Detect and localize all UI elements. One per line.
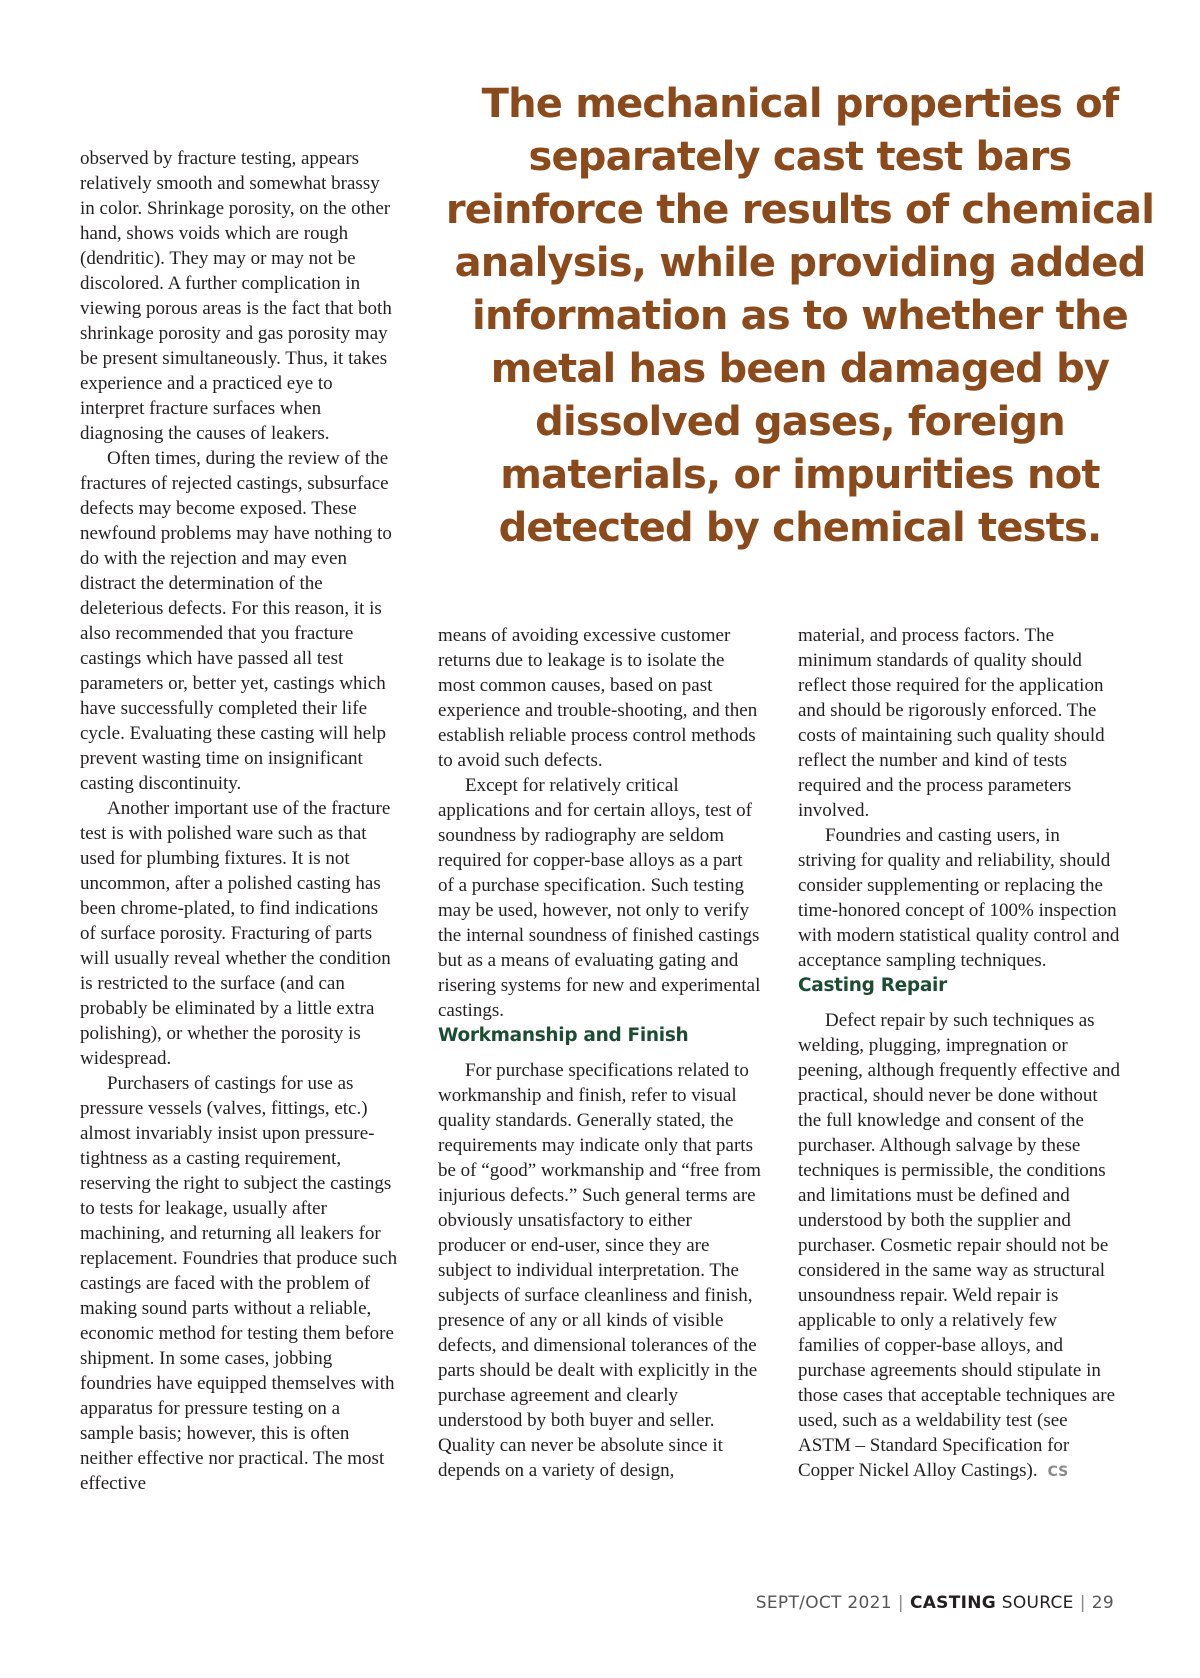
body-paragraph: Except for relatively critical applications and for certain alloys, test of soundness by radiography are seldom required for copper-base alloys as a part of a purchase specification. Such testing may be used, however, not only to verify the internal soundness of finished castings but as a means of evaluating gating and risering systems for new and experimental castings. — [438, 775, 761, 1021]
page-number: 29 — [1091, 1593, 1114, 1613]
body-paragraph: observed by fracture testing, appears relatively smooth and somewhat brassy in color. Shrinkage porosity, on the other hand, shows voids which are rough (dendritic). They may or may not be discolored. A further complication in viewing porous areas is the fact that both shrinkage porosity and gas porosity may be present simultaneously. Thus, it takes experience and a practiced eye to interpret fracture surfaces when diagnosing the causes of leakers. — [80, 148, 392, 444]
body-paragraph — [798, 1008, 1120, 1485]
body-paragraph: means of avoiding excessive customer returns due to leakage is to isolate the most common causes, based on past experience and trouble-shooting, and then establish reliable process control methods to avoid such defects. — [438, 625, 758, 771]
section-heading-casting-repair: Casting Repair — [798, 975, 947, 996]
pull-quote: The mechanical properties of separately cast test bars reinforce the results of chemical analysis, while providing added information as to whether the metal has been damaged by dissolved gases, foreign materials, or impurities not detected by chemical tests. — [445, 81, 1155, 551]
section-heading-workmanship: Workmanship and Finish — [438, 1025, 689, 1046]
footer-separator: | — [897, 1593, 904, 1613]
body-paragraph: Purchasers of castings for use as pressure vessels (valves, fittings, etc.) almost invariably insist upon pressure-tightness as a casting requirement, reserving the right to subject the castings to tests for leakage, usually after machining, and returning all leakers for replacement. Foundries that produce such castings are faced with the problem of making sound parts without a reliable, economic method for testing them before shipment. In some cases, jobbing foundries have equipped themselves with apparatus for pressure testing on a sample basis; however, this is often neither effective nor practical. The most effective — [80, 1073, 398, 1494]
issue-date: SEPT/OCT 2021 — [755, 1593, 892, 1613]
body-paragraph: Foundries and casting users, in striving for quality and reliability, should consider supplementing or replacing the time-honored concept of 100% inspection with modern statistical quality control and acceptance sampling techniques. — [798, 825, 1120, 971]
article-column-1 — [80, 146, 398, 1496]
body-paragraph: Another important use of the fracture test is with polished ware such as that used for plumbing fixtures. It is not uncommon, after a polished casting has been chrome-plated, to find indications of surface porosity. Fracturing of parts will usually reveal whether the condition is restricted to the surface (and can probably be eliminated by a little extra polishing), or whether the porosity is widespread. — [80, 798, 391, 1069]
body-paragraph: For purchase specifications related to workmanship and finish, refer to visual quality standards. Generally stated, the requirements may indicate only that parts be of “good” workmanship and “free from injurious defects.” Such general terms are obviously unsatisfactory to either producer or end-user, since they are subject to individual interpretation. The subjects of surface cleanliness and finish, presence of any or all kinds of visible defects, and dimensional tolerances of the parts should be dealt with explicitly in the purchase agreement and clearly understood by both buyer and seller. Quality can never be absolute since it depends on a variety of design, — [438, 1060, 761, 1481]
publication-name-rest: SOURCE — [996, 1593, 1074, 1613]
closing-paragraph-text: Defect repair by such techniques as welding, plugging, impregnation or peening, although frequently effective and practical, should never be done without the full knowledge and consent of the purchaser. Although salvage by these techniques is permissible, the conditions and limitations must be defined and understood by both the supplier and purchaser. Cosmetic repair should not be considered in the same way as structural unsoundness repair. Weld repair is applicable to only a relatively few families of copper-base alloys, and purchase agreements should stipulate in those cases that acceptable techniques are used, such as a weldability test (see ASTM – Standard Specification for Copper Nickel Alloy Castings). — [798, 1010, 1120, 1481]
end-of-article-mark: CS — [1047, 1464, 1069, 1480]
page-footer — [756, 1593, 1114, 1613]
body-paragraph: material, and process factors. The minimum standards of quality should reflect those required for the application and should be rigorously enforced. The costs of maintaining such quality should reflect the number and kind of tests required and the process parameters involved. — [798, 625, 1105, 821]
body-paragraph: Often times, during the review of the fractures of rejected castings, subsurface defects may become exposed. These newfound problems may have nothing to do with the rejection and may even distract the determination of the deleterious defects. For this reason, it is also recommended that you fracture castings which have passed all test parameters or, better yet, castings which have successfully completed their life cycle. Evaluating these casting will help prevent wasting time on insignificant casting discontinuity. — [80, 448, 392, 794]
article-column-2 — [438, 623, 763, 1483]
article-column-3 — [798, 623, 1120, 1485]
footer-separator: | — [1079, 1593, 1086, 1613]
publication-name-bold: CASTING — [909, 1593, 997, 1613]
